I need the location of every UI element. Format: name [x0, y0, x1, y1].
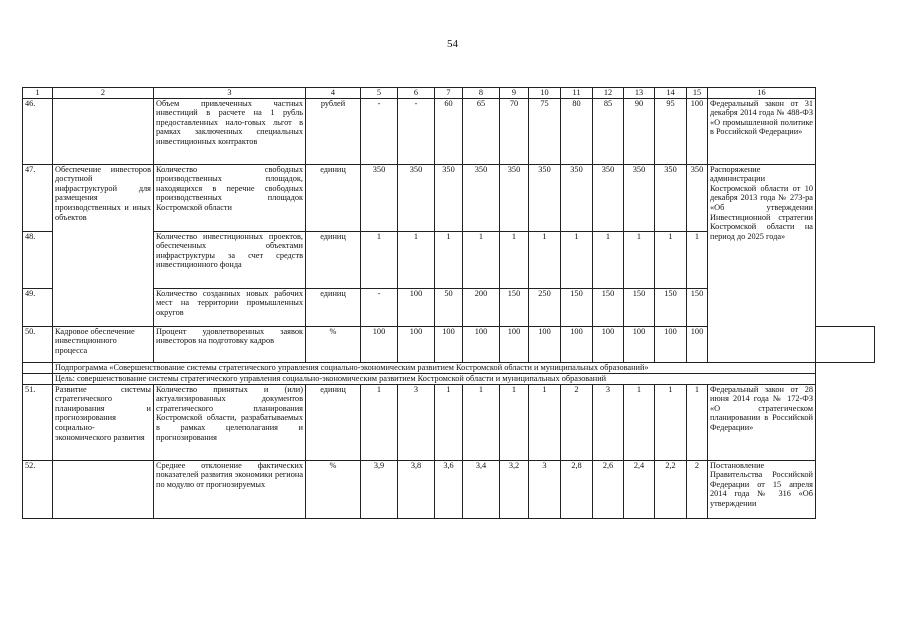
value-cell: 350: [655, 164, 687, 231]
header-cell: 1: [23, 88, 53, 99]
goal-title: Цель: совершенствование системы стратегического управления социально-экономическим развитием Костромской области и муниципальных образований: [53, 373, 816, 384]
value-cell: 350: [500, 164, 529, 231]
basis-cell: Федеральный закон от 28 июня 2014 года № 172-ФЗ «О стратегическом планировании в Российской Федерации»: [708, 384, 816, 460]
value-cell: 1: [687, 384, 708, 460]
header-cell: 16: [708, 88, 816, 99]
value-cell: 1: [500, 231, 529, 288]
header-cell: 12: [593, 88, 624, 99]
value-cell: 2: [561, 384, 593, 460]
value-cell: 350: [529, 164, 561, 231]
value-cell: 65: [463, 98, 500, 164]
basis-cell: Распоряжение администрации Костромской области от 10 декабря 2013 года № 273-ра «Об утверждении Инвестиционной стратегии Костромской области на период до 2025 года»: [708, 164, 816, 362]
basis-cell: Федеральный закон от 31 декабря 2014 года № 488-ФЗ «О промышленной политике в Российской Федерации»: [708, 98, 816, 164]
unit-cell: единиц: [306, 231, 361, 288]
value-cell: 1: [500, 384, 529, 460]
value-cell: 150: [624, 288, 655, 326]
header-cell: 5: [361, 88, 398, 99]
goal-row: [23, 373, 875, 384]
value-cell: 2: [687, 460, 708, 518]
value-cell: 100: [561, 326, 593, 362]
value-cell: 3,9: [361, 460, 398, 518]
value-cell: 350: [624, 164, 655, 231]
indicator-cell: Количество свободных производственных площадок, находящихся в перечне свободных производственных площадок Костромской области: [154, 164, 306, 231]
value-cell: 1: [463, 384, 500, 460]
unit-cell: единиц: [306, 384, 361, 460]
value-cell: -: [361, 288, 398, 326]
table-row: [23, 384, 875, 460]
value-cell: -: [398, 98, 435, 164]
header-cell: 3: [154, 88, 306, 99]
value-cell: 100: [593, 326, 624, 362]
table-row: [23, 460, 875, 518]
value-cell: 1: [435, 384, 463, 460]
value-cell: 1: [529, 384, 561, 460]
unit-cell: единиц: [306, 288, 361, 326]
table-row: [23, 164, 875, 231]
row-number: 51.: [23, 384, 53, 460]
header-cell: 15: [687, 88, 708, 99]
value-cell: 3,4: [463, 460, 500, 518]
value-cell: 3,6: [435, 460, 463, 518]
row-number: 49.: [23, 288, 53, 326]
value-cell: 100: [463, 326, 500, 362]
task-cell: [53, 98, 154, 164]
header-cell: 11: [561, 88, 593, 99]
unit-cell: единиц: [306, 164, 361, 231]
value-cell: 60: [435, 98, 463, 164]
value-cell: 90: [624, 98, 655, 164]
value-cell: 80: [561, 98, 593, 164]
value-cell: 100: [500, 326, 529, 362]
indicators-table: [22, 87, 875, 519]
value-cell: 150: [593, 288, 624, 326]
value-cell: 1: [529, 231, 561, 288]
task-cell: Развитие системы стратегического планирования и прогнозирования социально-экономического развития: [53, 384, 154, 460]
task-cell: Кадровое обеспечение инвестиционного процесса: [53, 326, 154, 362]
value-cell: 2,6: [593, 460, 624, 518]
header-cell: 10: [529, 88, 561, 99]
row-number: 52.: [23, 460, 53, 518]
value-cell: 150: [655, 288, 687, 326]
task-cell: [53, 460, 154, 518]
value-cell: 350: [687, 164, 708, 231]
value-cell: 1: [655, 231, 687, 288]
indicator-cell: Объем привлеченных частных инвестиций в расчете на 1 рубль предоставленных нало-говых льгот в рамках заключенных специальных инвестиционных контрактов: [154, 98, 306, 164]
value-cell: 200: [463, 288, 500, 326]
value-cell: 350: [561, 164, 593, 231]
value-cell: 150: [561, 288, 593, 326]
value-cell: 100: [655, 326, 687, 362]
value-cell: 2,2: [655, 460, 687, 518]
value-cell: 3: [593, 384, 624, 460]
row-number: 50.: [23, 326, 53, 362]
value-cell: 350: [593, 164, 624, 231]
subprogram-row: [23, 362, 875, 373]
value-cell: 250: [529, 288, 561, 326]
value-cell: 1: [687, 231, 708, 288]
value-cell: 100: [687, 326, 708, 362]
value-cell: 100: [361, 326, 398, 362]
header-row: [23, 88, 875, 99]
value-cell: 95: [655, 98, 687, 164]
value-cell: 350: [463, 164, 500, 231]
value-cell: 350: [398, 164, 435, 231]
header-cell: 6: [398, 88, 435, 99]
value-cell: 3: [398, 384, 435, 460]
value-cell: 1: [361, 231, 398, 288]
value-cell: 1: [561, 231, 593, 288]
row-number: 47.: [23, 164, 53, 231]
basis-cell: Постановление Правительства Российской Федерации от 15 апреля 2014 года № 316 «Об утверждении: [708, 460, 816, 518]
value-cell: 3,2: [500, 460, 529, 518]
row-number: 46.: [23, 98, 53, 164]
header-cell: 14: [655, 88, 687, 99]
table-row: [23, 98, 875, 164]
value-cell: 350: [435, 164, 463, 231]
value-cell: 70: [500, 98, 529, 164]
unit-cell: %: [306, 460, 361, 518]
value-cell: 100: [687, 98, 708, 164]
header-cell: 2: [53, 88, 154, 99]
value-cell: 100: [398, 288, 435, 326]
header-cell: 9: [500, 88, 529, 99]
basis-cell: [816, 326, 875, 362]
row-number: [23, 362, 53, 373]
value-cell: 100: [435, 326, 463, 362]
value-cell: 1: [463, 231, 500, 288]
indicator-cell: Процент удовлетворенных заявок инвесторов на подготовку кадров: [154, 326, 306, 362]
value-cell: 75: [529, 98, 561, 164]
value-cell: 1: [435, 231, 463, 288]
value-cell: 50: [435, 288, 463, 326]
value-cell: 1: [398, 231, 435, 288]
value-cell: 100: [529, 326, 561, 362]
value-cell: -: [361, 98, 398, 164]
row-number: [23, 373, 53, 384]
subprogram-title: Подпрограмма «Совершенствование системы стратегического управления социально-экономическим развитием Костромской области и муниципальных образований»: [53, 362, 816, 373]
value-cell: 85: [593, 98, 624, 164]
value-cell: 2,4: [624, 460, 655, 518]
value-cell: 1: [593, 231, 624, 288]
header-cell: 13: [624, 88, 655, 99]
value-cell: 3,8: [398, 460, 435, 518]
value-cell: 100: [624, 326, 655, 362]
page-number: 54: [447, 38, 458, 50]
task-cell: Обеспечение инвесторов доступной инфраструктурой для размещения производственных и иных объектов: [53, 164, 154, 326]
header-cell: 8: [463, 88, 500, 99]
value-cell: 150: [500, 288, 529, 326]
value-cell: 3: [529, 460, 561, 518]
value-cell: 150: [687, 288, 708, 326]
value-cell: 1: [361, 384, 398, 460]
header-cell: 7: [435, 88, 463, 99]
value-cell: 1: [624, 384, 655, 460]
unit-cell: рублей: [306, 98, 361, 164]
unit-cell: %: [306, 326, 361, 362]
header-cell: 4: [306, 88, 361, 99]
indicator-cell: Количество созданных новых рабочих мест на территории промышленных округов: [154, 288, 306, 326]
value-cell: 1: [624, 231, 655, 288]
value-cell: 1: [655, 384, 687, 460]
indicator-cell: Количество инвестиционных проектов, обеспеченных объектами инфраструктуры за счет средств инвестиционного фонда: [154, 231, 306, 288]
row-number: 48.: [23, 231, 53, 288]
value-cell: 100: [398, 326, 435, 362]
value-cell: 350: [361, 164, 398, 231]
indicator-cell: Среднее отклонение фактических показателей развития экономики региона по модулю от прогнозируемых: [154, 460, 306, 518]
indicator-cell: Количество принятых и (или) актуализированных документов стратегического планирования Костромской области, разрабатываемых в рамках целеполагания и прогнозирования: [154, 384, 306, 460]
value-cell: 2,8: [561, 460, 593, 518]
